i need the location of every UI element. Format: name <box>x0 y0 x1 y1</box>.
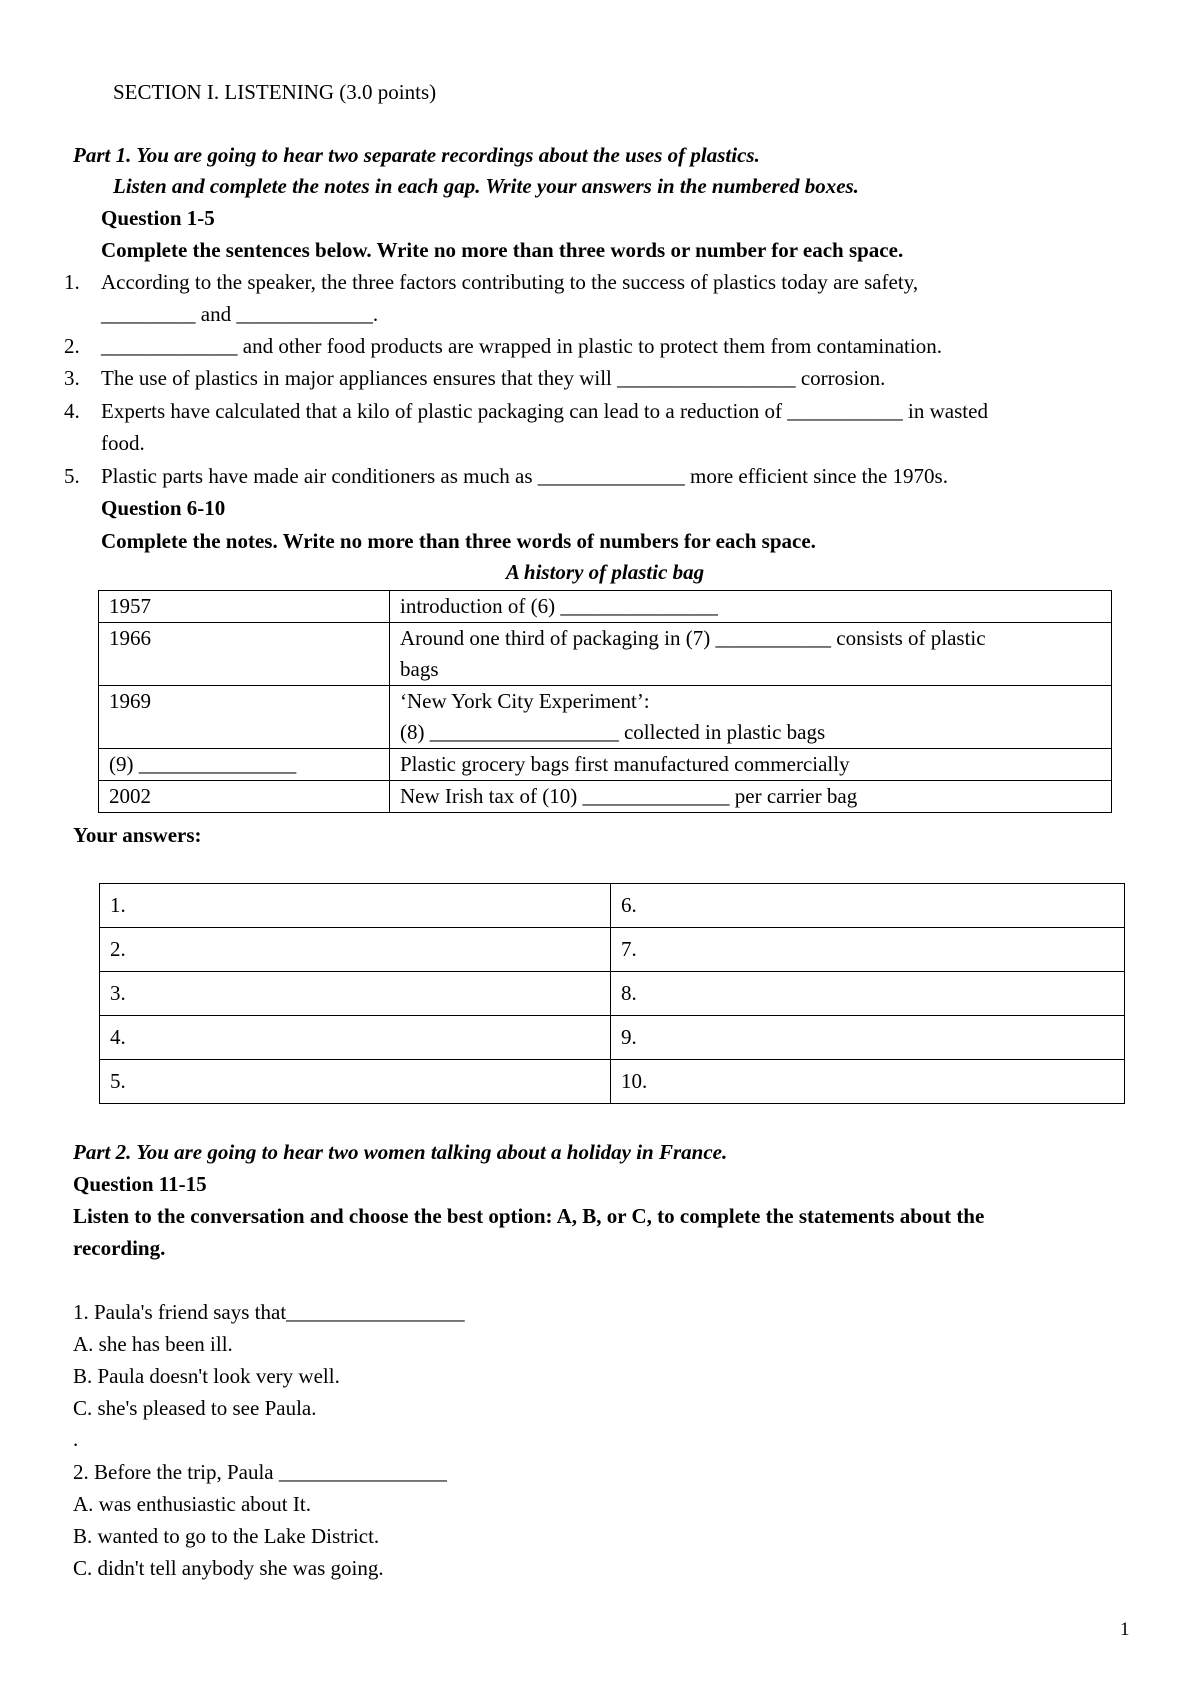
question-stem: 2. Before the trip, Paula ________________ <box>73 1460 447 1484</box>
item-text-continued: food. <box>101 431 145 455</box>
answer-cell[interactable]: 9. <box>611 1016 1125 1060</box>
item-number: 2. <box>64 334 80 358</box>
option-b: B. Paula doesn't look very well. <box>73 1364 340 1388</box>
answer-cell[interactable]: 6. <box>611 884 1125 928</box>
table-row <box>99 623 1112 686</box>
question-6-10-label: Question 6-10 <box>101 496 226 520</box>
event-text: Around one third of packaging in (7) ___________ consists of plastic <box>400 626 986 650</box>
year-cell: 1969 <box>99 686 390 749</box>
table-row <box>99 686 1112 749</box>
item-number: 5. <box>64 464 80 488</box>
answer-cell[interactable]: 8. <box>611 972 1125 1016</box>
answer-cell[interactable]: 4. <box>100 1016 611 1060</box>
question-11-15-instruction: Listen to the conversation and choose the best option: A, B, or C, to complete the statements about the <box>73 1204 985 1228</box>
event-text: introduction of (6) _______________ <box>400 594 718 618</box>
option-a: A. she has been ill. <box>73 1332 233 1356</box>
separator-dot: . <box>73 1427 79 1451</box>
question-6-10-instruction: Complete the notes. Write no more than three words of numbers for each space. <box>101 529 816 553</box>
item-text: According to the speaker, the three factors contributing to the success of plastics today are safety, <box>101 270 919 294</box>
year-cell: (9) _______________ <box>99 749 390 781</box>
history-table <box>98 590 1112 813</box>
event-cell <box>390 749 1112 781</box>
question-1-5-instruction: Complete the sentences below. Write no more than three words or number for each space. <box>101 238 904 262</box>
section-title: SECTION I. LISTENING (3.0 points) <box>113 80 437 104</box>
item-number: 1. <box>64 270 80 294</box>
question-11-15-instruction-continued: recording. <box>73 1236 166 1260</box>
answer-cell[interactable]: 10. <box>611 1060 1125 1104</box>
answer-row <box>100 1060 1125 1104</box>
option-c: C. she's pleased to see Paula. <box>73 1396 317 1420</box>
event-cell <box>390 781 1112 813</box>
item-number: 4. <box>64 399 80 423</box>
answer-cell[interactable]: 1. <box>100 884 611 928</box>
event-text: Plastic grocery bags first manufactured commercially <box>400 752 850 776</box>
event-cell <box>390 686 1112 749</box>
item-text: _____________ and other food products are wrapped in plastic to protect them from contamination. <box>101 334 942 358</box>
event-text-continued: (8) __________________ collected in plastic bags <box>400 720 826 744</box>
table-row <box>99 591 1112 623</box>
item-text-continued: _________ and _____________. <box>101 302 379 326</box>
item-number: 3. <box>64 366 80 390</box>
event-cell <box>390 623 1112 686</box>
event-text-continued: bags <box>400 657 439 681</box>
year-cell: 1957 <box>99 591 390 623</box>
year-cell: 1966 <box>99 623 390 686</box>
answer-row <box>100 884 1125 928</box>
answer-row <box>100 972 1125 1016</box>
option-a: A. was enthusiastic about It. <box>73 1492 311 1516</box>
event-text: ‘New York City Experiment’: <box>400 689 650 713</box>
answer-cell[interactable]: 2. <box>100 928 611 972</box>
question-1-5-label: Question 1-5 <box>101 206 215 230</box>
answer-cell[interactable]: 7. <box>611 928 1125 972</box>
item-text: The use of plastics in major appliances ensures that they will _________________ corrosion. <box>101 366 886 390</box>
year-cell: 2002 <box>99 781 390 813</box>
answers-table <box>99 883 1125 1104</box>
answer-row <box>100 1016 1125 1060</box>
question-stem: 1. Paula's friend says that_________________ <box>73 1300 465 1324</box>
option-c: C. didn't tell anybody she was going. <box>73 1556 384 1580</box>
page-number: 1 <box>1120 1619 1130 1640</box>
part2-intro: Part 2. You are going to hear two women talking about a holiday in France. <box>73 1140 728 1164</box>
option-b: B. wanted to go to the Lake District. <box>73 1524 380 1548</box>
table-row <box>99 781 1112 813</box>
event-text: New Irish tax of (10) ______________ per carrier bag <box>400 784 858 808</box>
part1-instructions: Listen and complete the notes in each gap. Write your answers in the numbered boxes. <box>113 174 859 198</box>
table-row <box>99 749 1112 781</box>
event-cell <box>390 591 1112 623</box>
answer-cell[interactable]: 5. <box>100 1060 611 1104</box>
answer-row <box>100 928 1125 972</box>
part1-intro: Part 1. You are going to hear two separate recordings about the uses of plastics. <box>73 143 760 167</box>
question-11-15-label: Question 11-15 <box>73 1172 207 1196</box>
answer-cell[interactable]: 3. <box>100 972 611 1016</box>
table-title: A history of plastic bag <box>505 560 705 584</box>
item-text: Experts have calculated that a kilo of plastic packaging can lead to a reduction of ___________ in wasted <box>101 399 988 423</box>
item-text: Plastic parts have made air conditioners as much as ______________ more efficient since the 1970s. <box>101 464 948 488</box>
your-answers-label: Your answers: <box>73 823 202 847</box>
